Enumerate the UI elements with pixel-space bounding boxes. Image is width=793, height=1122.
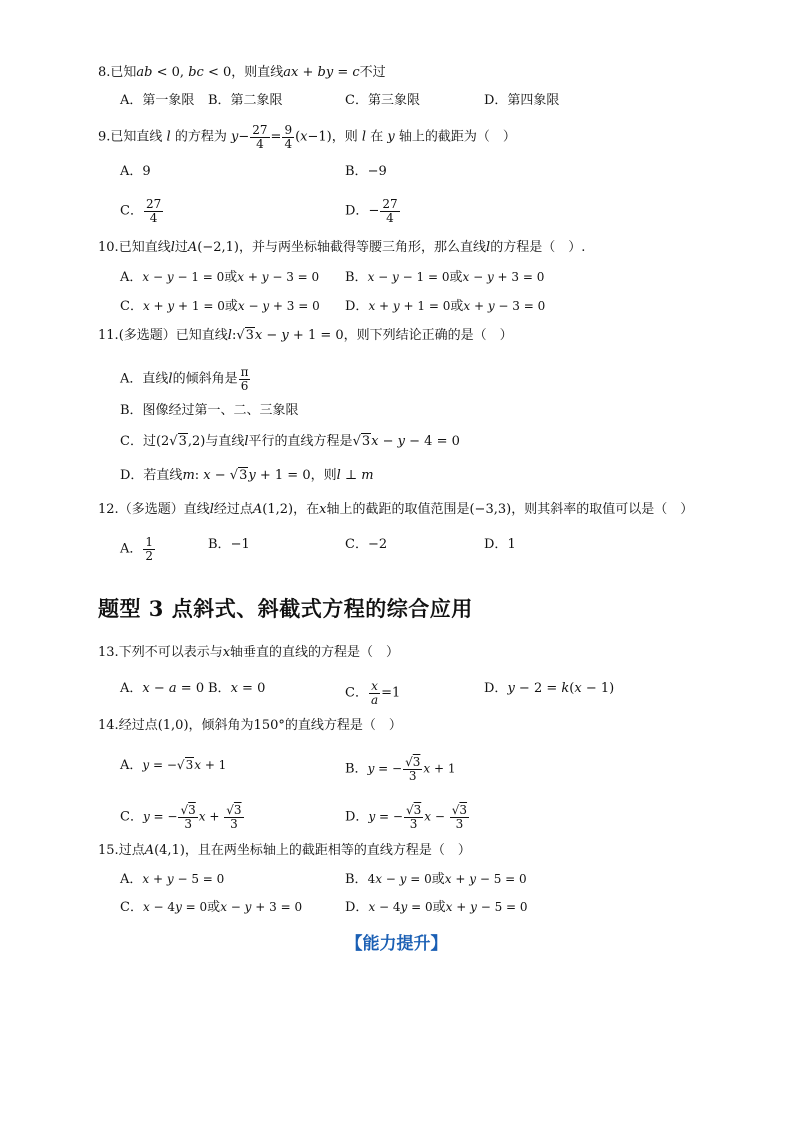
question-text: 不过 [359,65,386,80]
question-text: ，在 [293,502,320,517]
question-text: 已知直线 [110,129,167,145]
option-c[interactable]: C．x + y + 1 = 0或x − y + 3 = 0 [120,299,320,314]
option-d[interactable] [484,536,516,554]
or-text: 或 [432,900,446,915]
question-text: 过 [174,240,188,255]
or-text: 或 [431,872,445,887]
fraction-denominator: 4 [149,210,158,225]
option-label: A． [120,541,143,557]
question-number: 14. [98,718,119,733]
option-d[interactable]: D．x − 4y = 0或x + y − 5 = 0 [345,900,528,915]
option-label: D． [484,537,508,552]
option-label: C． [345,685,368,701]
option-b[interactable]: B．x = 0 [208,681,266,696]
option-text: ，则 [310,468,337,483]
option-b[interactable]: B．4x − y = 0或x + y − 5 = 0 [345,872,527,887]
option-value: −1 [230,537,250,552]
option-label: D． [484,681,508,696]
option-text: A．直线 [120,371,169,387]
option-label: C． [120,809,143,825]
option-value: 1 [507,537,516,552]
question-number: 15. [98,843,119,858]
or-text: 或 [450,299,464,314]
question-number: 9. [98,129,111,145]
question-text: 经过点 [118,718,158,733]
question-number: 11. [98,328,119,343]
option-c[interactable]: C．第三象限 [345,93,420,108]
section-heading: 题型 3 点斜式、斜截式方程的综合应用 [98,596,473,621]
option-text: 与直线 [205,434,245,449]
option-b[interactable] [345,163,387,181]
option-c[interactable]: C．x − 4y = 0或x − y + 3 = 0 [120,900,303,915]
question-text: ，则 [331,129,362,145]
option-text: D．若直线 [120,468,183,483]
question-12: 12.（多选题）直线l经过点A(1,2)，在x轴上的截距的取值范围是(−3,3)，则其斜率的取值可以是（ ） [98,502,694,517]
question-text: ，倾斜角为 [188,718,254,733]
question-text: （多选题）直线 [118,502,210,517]
question-text: 的直线方程是（ ） [284,718,402,733]
option-value: 9 [142,164,151,179]
option-label: C． [345,537,368,552]
or-text: 或 [224,299,238,314]
option-d[interactable]: D．y = − $\frac{√3}{3}$ x − $\frac{√3}{3}$ [345,803,468,831]
question-10: 10.已知直线l过A(−2,1)，并与两坐标轴截得等腰三角形，那么直线l的方程是（ ）. [98,240,586,255]
option-b[interactable]: B．图像经过第一、二、三象限 [120,403,299,418]
option-b[interactable]: B．x − y − 1 = 0或x − y + 3 = 0 [345,270,545,285]
question-9: 9.已知直线 l 的方程为 y− $\frac{27}{4}$ = $\frac{9}{4}$ (x−1)，则 l 在 y 轴上的截距为（ ） [98,123,516,151]
question-text: 已知直线 [118,240,171,255]
question-number: 13. [98,645,119,660]
or-text: 或 [449,270,463,285]
option-c[interactable]: C． $\frac{x}{a}$ =1 [345,679,401,707]
option-label: B． [345,164,368,179]
option-c[interactable] [345,536,387,554]
minus-sign: − [368,203,380,219]
option-b[interactable]: B．y = − $\frac{√3}{3}$ x + 1 [345,755,456,783]
fraction-denominator: 2 [145,548,154,563]
question-14: 14.经过点(1,0)，倾斜角为150°的直线方程是（ ） [98,718,402,733]
option-c[interactable]: C．过(2√3,2)与直线l平行的直线方程是√3x − y − 4 = 0 [120,434,460,449]
option-text: C．过 [120,434,156,449]
option-label: B． [345,872,368,887]
option-d[interactable]: D．− $\frac{27}{4}$ [345,197,398,225]
option-label: D． [345,203,369,219]
question-text: 已知 [110,65,137,80]
ability-improvement-banner: 【能力提升】 [345,934,448,954]
question-8: 8.已知ab < 0, bc < 0，则直线ax + by = c不过 [98,65,386,80]
option-label: A． [120,681,143,696]
or-text: 或 [224,270,238,285]
option-c[interactable] [120,198,164,224]
option-a[interactable] [120,163,151,181]
question-text: 的方程为 [170,129,231,145]
question-text: 轴上的截距的取值范围是 [326,502,470,517]
question-text: (多选题）已知直线 [118,328,228,343]
option-a[interactable]: A．x − y − 1 = 0或x + y − 3 = 0 [120,270,320,285]
option-label: B． [345,761,368,777]
option-label: C． [120,203,143,219]
option-label: D． [345,809,369,825]
option-d[interactable]: D．y − 2 = k(x − 1) [484,681,615,696]
question-number: 12. [98,502,119,517]
question-text: 经过点 [213,502,253,517]
question-text: 过点 [118,843,145,858]
option-text: 平行的直线方程是 [248,434,353,449]
option-a[interactable]: A．第一象限 [120,93,195,108]
question-text: ，则直线 [231,65,284,80]
question-text: ，则下列结论正确的是（ ） [343,328,513,343]
option-a[interactable]: A．y = −√3x + 1 [120,758,227,773]
or-text: 或 [207,900,221,915]
option-d[interactable]: D．若直线m: x − √3y + 1 = 0，则l ⊥ m [120,468,374,483]
option-label: D． [345,900,369,915]
question-text: 在 [366,129,388,145]
question-13: 13.下列不可以表示与x轴垂直的直线的方程是（ ） [98,645,400,660]
option-a[interactable]: A．x − a = 0 [120,681,205,696]
option-b[interactable]: B．第二象限 [208,93,283,108]
question-text: 轴上的截距为（ ） [394,129,516,145]
question-15: 15.过点A(4,1)，且在两坐标轴上的截距相等的直线方程是（ ） [98,843,471,858]
option-label: B． [208,537,231,552]
question-text: ，并与两坐标轴截得等腰三角形，那么直线 [239,240,487,255]
option-label: A． [120,164,143,179]
question-text: ，则其斜率的取值可以是（ ） [511,502,694,517]
fraction-numerator: 1 [145,535,154,549]
option-value: −9 [367,164,387,179]
question-text: 轴垂直的直线的方程是（ ） [230,645,400,660]
option-a[interactable]: A．直线l的倾斜角是 $\frac{\pi}{6}$ [120,365,249,393]
option-c[interactable]: C．y = − $\frac{√3}{3}$ x + $\frac{√3}{3}$ [120,803,242,831]
question-11: 11.(多选题）已知直线l:√3x − y + 1 = 0，则下列结论正确的是（ ） [98,328,513,343]
question-text: 下列不可以表示与 [118,645,223,660]
option-a[interactable]: A．x + y − 5 = 0 [120,872,225,887]
option-b[interactable] [208,536,250,554]
option-label: A． [120,872,143,887]
question-number: 10. [98,240,119,255]
option-d[interactable]: D．第四象限 [484,93,560,108]
option-value: −2 [367,537,388,552]
option-a[interactable] [120,536,156,562]
question-text: 的方程是（ ）. [490,240,586,255]
option-d[interactable]: D．x + y + 1 = 0或x + y − 3 = 0 [345,299,546,314]
option-label: A． [120,758,143,773]
option-label: C． [120,900,143,915]
option-text: 的倾斜角是 [172,371,238,387]
fraction-numerator: 27 [145,197,162,211]
option-label: B． [208,681,231,696]
question-text: ，且在两坐标轴上的截距相等的直线方程是（ ） [184,843,471,858]
question-number: 8. [98,65,111,80]
